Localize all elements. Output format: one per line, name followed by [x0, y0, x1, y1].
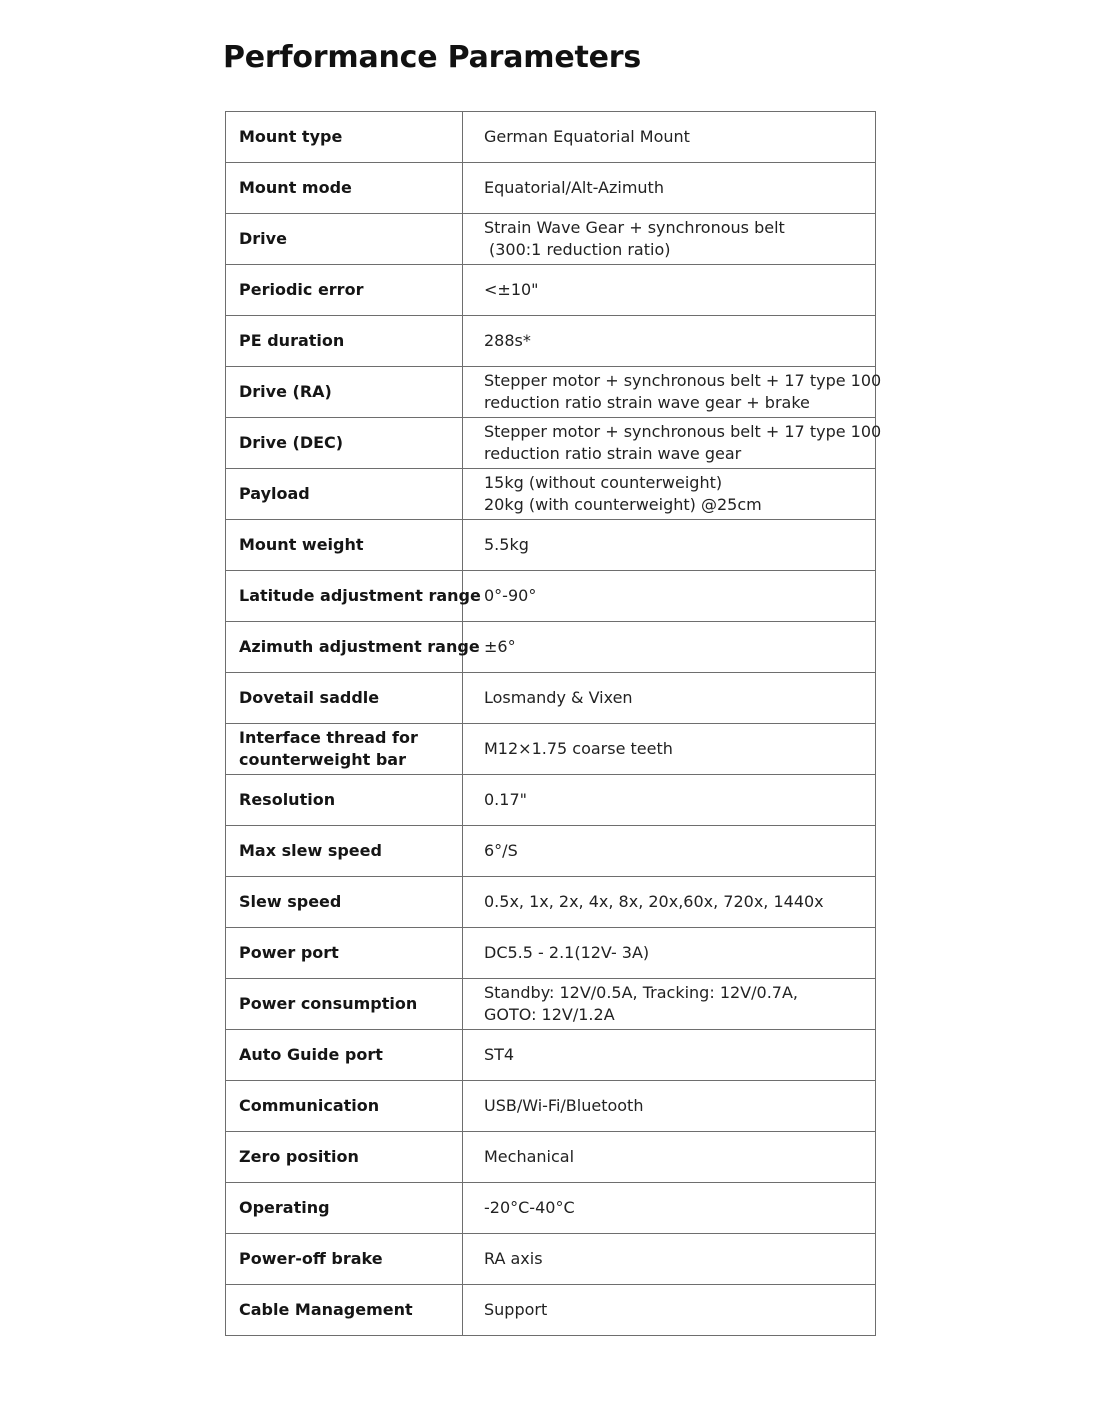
table-row: [226, 1234, 876, 1285]
parameter-value: [463, 826, 876, 877]
parameter-name-line: Periodic error: [239, 280, 364, 299]
parameter-name: [226, 367, 463, 418]
table-row: [226, 979, 876, 1030]
parameter-value-line: 20kg (with counterweight) @25cm: [484, 495, 762, 514]
parameter-value-line: RA axis: [484, 1249, 543, 1268]
parameter-name-line: Zero position: [239, 1147, 359, 1166]
parameter-name: [226, 979, 463, 1030]
parameter-name-line: Drive (DEC): [239, 433, 344, 452]
parameter-value-line: Strain Wave Gear + synchronous belt: [484, 218, 785, 237]
parameter-name-line: Dovetail saddle: [239, 688, 380, 707]
parameter-name: [226, 469, 463, 520]
page-title: Performance Parameters: [223, 40, 642, 75]
table-row: [226, 877, 876, 928]
parameter-name-line: Latitude adjustment range: [239, 586, 481, 605]
table-row: [226, 1285, 876, 1336]
parameter-value-line: Mechanical: [484, 1147, 575, 1166]
parameter-value: [463, 571, 876, 622]
parameter-value: [463, 622, 876, 673]
parameter-value-line: reduction ratio strain wave gear + brake: [484, 393, 810, 412]
parameter-name-line: Communication: [239, 1096, 380, 1115]
table-row: [226, 265, 876, 316]
spec-table-body: [226, 112, 882, 1336]
parameter-name-line: Mount type: [239, 127, 343, 146]
parameter-value: [463, 112, 876, 163]
table-row: [226, 1132, 876, 1183]
parameter-value: [463, 163, 876, 214]
parameter-name-line: Mount weight: [239, 535, 364, 554]
parameter-name-line: counterweight bar: [239, 750, 406, 769]
table-row: [226, 469, 876, 520]
parameter-name: [226, 673, 463, 724]
parameter-value: [463, 418, 882, 469]
parameter-name: [226, 571, 481, 622]
parameter-value-line: 6°/S: [484, 841, 518, 860]
parameter-value-line: Support: [484, 1300, 548, 1319]
parameter-value-line: -20°C-40°C: [484, 1198, 575, 1217]
parameter-name-line: Power port: [239, 943, 339, 962]
parameter-name-line: Azimuth adjustment range: [239, 637, 480, 656]
parameter-value: [463, 775, 876, 826]
parameter-value-line: 5.5kg: [484, 535, 529, 554]
table-row: [226, 163, 876, 214]
parameter-name: [226, 1132, 463, 1183]
parameter-name: [226, 214, 463, 265]
parameter-name-line: Mount mode: [239, 178, 352, 197]
parameter-name-line: Power consumption: [239, 994, 418, 1013]
parameter-value-line: DC5.5 - 2.1(12V- 3A): [484, 943, 650, 962]
parameter-name-line: Slew speed: [239, 892, 342, 911]
spec-table: [225, 111, 882, 1336]
parameter-name: [226, 877, 463, 928]
parameter-value-line: 0°-90°: [484, 586, 537, 605]
parameter-name-line: Payload: [239, 484, 310, 503]
parameter-name-line: Resolution: [239, 790, 336, 809]
parameter-value: [463, 367, 882, 418]
table-row: [226, 214, 876, 265]
parameter-value-line: 15kg (without counterweight): [484, 473, 723, 492]
parameter-name: [226, 1183, 463, 1234]
parameter-name: [226, 724, 463, 775]
parameter-value-line: 288s*: [484, 331, 531, 350]
parameter-value: [463, 979, 876, 1030]
parameter-value-line: 0.5x, 1x, 2x, 4x, 8x, 20x,60x, 720x, 1440x: [484, 892, 824, 911]
parameter-name: [226, 163, 463, 214]
parameter-value-line: reduction ratio strain wave gear: [484, 444, 742, 463]
parameter-name-line: Cable Management: [239, 1300, 413, 1319]
parameter-value: [463, 469, 876, 520]
parameter-name: [226, 826, 463, 877]
parameter-name-line: PE duration: [239, 331, 345, 350]
parameter-value: [463, 1234, 876, 1285]
parameter-value-line: Stepper motor + synchronous belt + 17 type 100: [484, 422, 882, 441]
parameter-name: [226, 265, 463, 316]
table-row: [226, 673, 876, 724]
parameter-name: [226, 1285, 463, 1336]
parameter-value-line: ±6°: [484, 637, 516, 656]
parameter-name: [226, 1081, 463, 1132]
parameter-value: [463, 928, 876, 979]
parameter-value: [463, 877, 876, 928]
parameter-name: [226, 928, 463, 979]
table-row: [226, 520, 876, 571]
parameter-name: [226, 1234, 463, 1285]
parameter-value-line: Losmandy & Vixen: [484, 688, 633, 707]
parameter-value: [463, 1030, 876, 1081]
table-row: [226, 1030, 876, 1081]
parameter-name-line: Interface thread for: [239, 728, 418, 747]
parameter-value: [463, 316, 876, 367]
parameter-name: [226, 1030, 463, 1081]
table-row: [226, 571, 876, 622]
parameter-name: [226, 112, 463, 163]
parameter-value-line: ST4: [484, 1045, 515, 1064]
table-row: [226, 418, 876, 469]
parameter-value-line: (300:1 reduction ratio): [489, 240, 671, 259]
parameter-name: [226, 520, 463, 571]
parameter-name-line: Drive (RA): [239, 382, 332, 401]
table-row: [226, 928, 876, 979]
parameter-value-line: M12×1.75 coarse teeth: [484, 739, 673, 758]
parameter-value-line: Standby: 12V/0.5A, Tracking: 12V/0.7A,: [484, 983, 798, 1002]
parameter-name: [226, 622, 480, 673]
parameter-name-line: Operating: [239, 1198, 330, 1217]
table-row: [226, 316, 876, 367]
parameter-value: [463, 520, 876, 571]
table-row: [226, 112, 876, 163]
parameter-name-line: Auto Guide port: [239, 1045, 383, 1064]
parameter-value-line: Equatorial/Alt-Azimuth: [484, 178, 664, 197]
parameter-value-line: German Equatorial Mount: [484, 127, 690, 146]
parameter-value: [463, 214, 876, 265]
parameter-name: [226, 775, 463, 826]
parameter-value-line: GOTO: 12V/1.2A: [484, 1005, 615, 1024]
parameter-value: [463, 265, 876, 316]
table-row: [226, 1183, 876, 1234]
parameter-value: [463, 1081, 876, 1132]
parameter-value: [463, 1183, 876, 1234]
table-row: [226, 367, 876, 418]
parameter-name: [226, 418, 463, 469]
parameter-value-line: USB/Wi-Fi/Bluetooth: [484, 1096, 644, 1115]
parameter-value: [463, 724, 876, 775]
parameter-value: [463, 673, 876, 724]
parameter-name: [226, 316, 463, 367]
parameter-name-line: Power-off brake: [239, 1249, 383, 1268]
parameter-value: [463, 1132, 876, 1183]
parameter-name-line: Max slew speed: [239, 841, 382, 860]
table-row: [226, 775, 876, 826]
table-row: [226, 622, 876, 673]
table-row: [226, 1081, 876, 1132]
parameter-name-line: Drive: [239, 229, 287, 248]
parameter-value-line: <±10": [484, 280, 539, 299]
table-row: [226, 724, 876, 775]
parameter-value: [463, 1285, 876, 1336]
parameter-value-line: Stepper motor + synchronous belt + 17 type 100: [484, 371, 882, 390]
table-row: [226, 826, 876, 877]
parameter-value-line: 0.17": [484, 790, 527, 809]
